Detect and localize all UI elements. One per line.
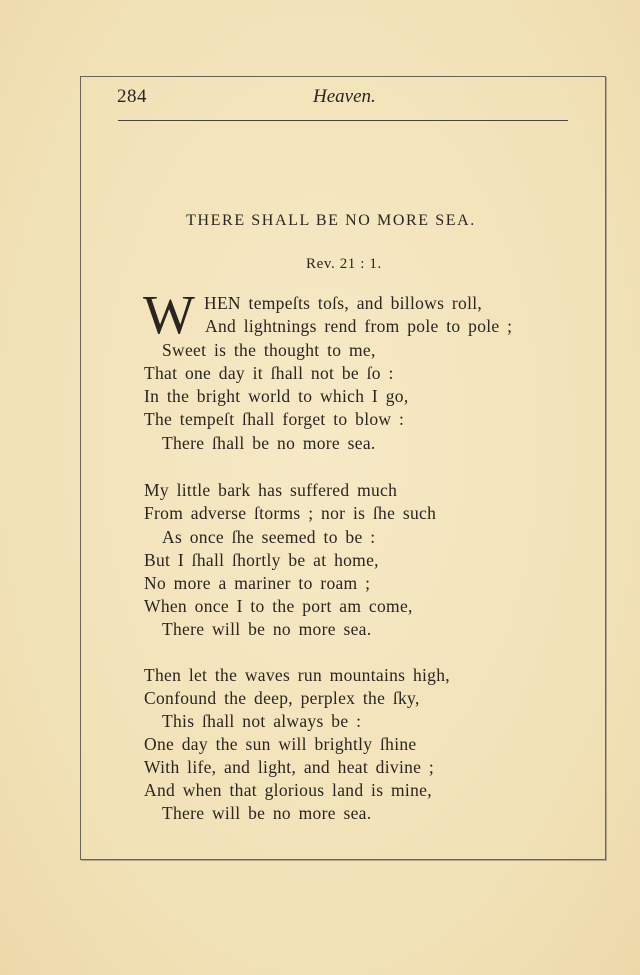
poem-line: Sweet is the thought to me, [162, 340, 376, 360]
poem-line: But I ſhall ſhortly be at home, [144, 550, 379, 570]
drop-cap: W [143, 284, 193, 345]
running-title: Heaven. [313, 86, 376, 107]
poem-line: Confound the deep, perplex the ſky, [144, 688, 420, 708]
poem-line: This ſhall not always be : [162, 711, 362, 731]
poem-line: My little bark has suffered much [144, 480, 398, 500]
poem-line: One day the sun will brightly ſhine [144, 734, 417, 754]
poem-line: There will be no more sea. [162, 803, 372, 823]
poem-line: HEN tempeſts toſs, and billows roll, [204, 293, 483, 313]
poem-line: With life, and light, and heat divine ; [144, 757, 435, 777]
scripture-reference: Rev. 21 : 1. [306, 256, 382, 272]
poem-line: And when that glorious land is mine, [144, 780, 432, 800]
header-rule [118, 120, 568, 121]
poem-line: And lightnings rend from pole to pole ; [205, 316, 513, 336]
poem-line: Then let the waves run mountains high, [144, 665, 450, 685]
poem-line: In the bright world to which I go, [144, 386, 409, 406]
poem-line: When once I to the port am come, [144, 596, 413, 616]
poem-line: There ſhall be no more sea. [162, 433, 376, 453]
poem-line: As once ſhe seemed to be : [162, 527, 376, 547]
poem-line: That one day it ſhall not be ſo : [144, 363, 394, 383]
poem-line: No more a mariner to roam ; [144, 573, 371, 593]
page-number: 284 [117, 86, 147, 107]
poem-line: From adverse ſtorms ; nor is ſhe such [144, 503, 437, 523]
poem-title: THERE SHALL BE NO MORE SEA. [186, 212, 476, 229]
poem-line: There will be no more sea. [162, 619, 372, 639]
poem-line: The tempeſt ſhall forget to blow : [144, 409, 405, 429]
